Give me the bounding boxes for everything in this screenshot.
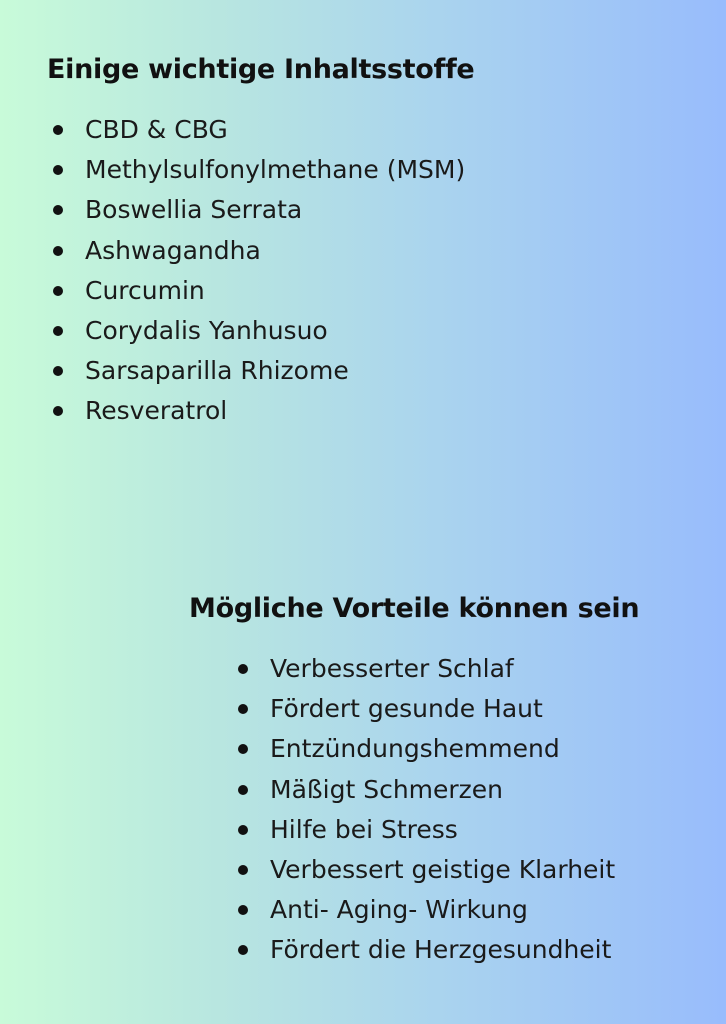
benefit-item: Fördert gesunde Haut (233, 689, 615, 729)
benefit-item: Verbessert geistige Klarheit (233, 850, 615, 890)
ingredient-item: Sarsaparilla Rhizome (48, 351, 465, 391)
benefit-item: Mäßigt Schmerzen (233, 770, 615, 810)
benefit-item: Hilfe bei Stress (233, 810, 615, 850)
benefits-list (233, 649, 615, 971)
ingredient-item: CBD & CBG (48, 110, 465, 150)
ingredient-item: Corydalis Yanhusuo (48, 311, 465, 351)
benefits-heading: Mögliche Vorteile können sein (189, 593, 640, 624)
benefit-item: Fördert die Herzgesundheit (233, 930, 615, 970)
ingredient-item: Boswellia Serrata (48, 190, 465, 230)
benefit-item: Entzündungshemmend (233, 729, 615, 769)
ingredient-item: Resveratrol (48, 391, 465, 431)
ingredient-item: Curcumin (48, 271, 465, 311)
ingredient-item: Methylsulfonylmethane (MSM) (48, 150, 465, 190)
benefit-item: Verbesserter Schlaf (233, 649, 615, 689)
ingredient-item: Ashwagandha (48, 231, 465, 271)
benefit-item: Anti- Aging- Wirkung (233, 890, 615, 930)
ingredients-list (48, 110, 465, 432)
ingredients-heading: Einige wichtige Inhaltsstoffe (47, 54, 475, 85)
